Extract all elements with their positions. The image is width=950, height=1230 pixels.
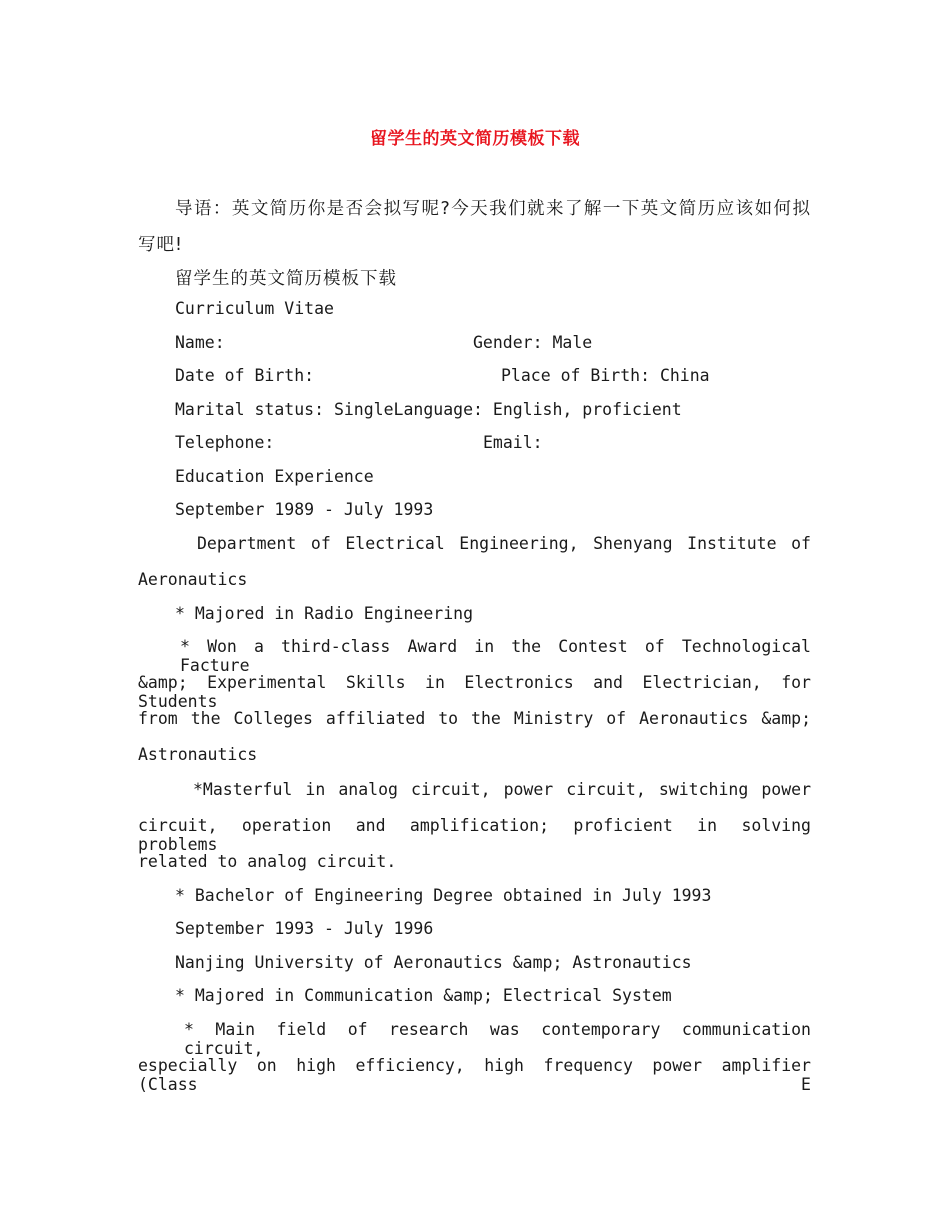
edu1-award-line-4: Astronautics (138, 745, 258, 764)
intro-line-1: 导语：英文简历你是否会拟写呢?今天我们就来了解一下英文简历应该如何拟 (175, 199, 811, 219)
edu1-dept-line-2: Aeronautics (138, 570, 248, 589)
field-telephone: Telephone: (175, 433, 275, 452)
cv-heading: Curriculum Vitae (175, 299, 334, 318)
edu1-award-line-3: from the Colleges affiliated to the Ministry of Aeronautics &amp; (138, 709, 811, 728)
edu2-school: Nanjing University of Aeronautics &amp; Astronautics (175, 953, 692, 972)
edu1-major: * Majored in Radio Engineering (175, 604, 474, 623)
field-dob: Date of Birth: (175, 366, 315, 385)
edu1-award-line-1: * Won a third-class Award in the Contest of Technological Facture (180, 637, 811, 675)
field-gender: Gender: Male (473, 333, 593, 352)
edu1-award-line-2: &amp; Experimental Skills in Electronics and Electrician, for Students (138, 673, 811, 711)
field-pob: Place of Birth: China (501, 366, 710, 385)
edu1-skill-line-2: circuit, operation and amplification; proficient in solving problems (138, 816, 811, 854)
edu1-skill-line-1: *Masterful in analog circuit, power circuit, switching power (193, 780, 811, 799)
education-heading: Education Experience (175, 467, 374, 486)
edu1-degree: * Bachelor of Engineering Degree obtained in July 1993 (175, 886, 712, 905)
document-title: 留学生的英文简历模板下载 (370, 129, 580, 149)
field-name: Name: (175, 333, 225, 352)
edu2-major: * Majored in Communication &amp; Electrical System (175, 986, 672, 1005)
edu1-skill-line-3: related to analog circuit. (138, 852, 397, 871)
edu2-period: September 1993 - July 1996 (175, 919, 434, 938)
edu2-research-line-1: * Main field of research was contemporary communication circuit, (184, 1020, 811, 1058)
field-marital-language: Marital status: SingleLanguage: English, proficient (175, 400, 682, 419)
edu1-period: September 1989 - July 1993 (175, 500, 434, 519)
edu2-research-line-2: especially on high efficiency, high frequency power amplifier (Class E (138, 1056, 811, 1094)
intro-line-2: 写吧! (138, 235, 184, 255)
field-email: Email: (483, 433, 543, 452)
edu1-dept-line-1: Department of Electrical Engineering, Shenyang Institute of (197, 534, 811, 553)
subtitle: 留学生的英文简历模板下载 (175, 269, 397, 289)
